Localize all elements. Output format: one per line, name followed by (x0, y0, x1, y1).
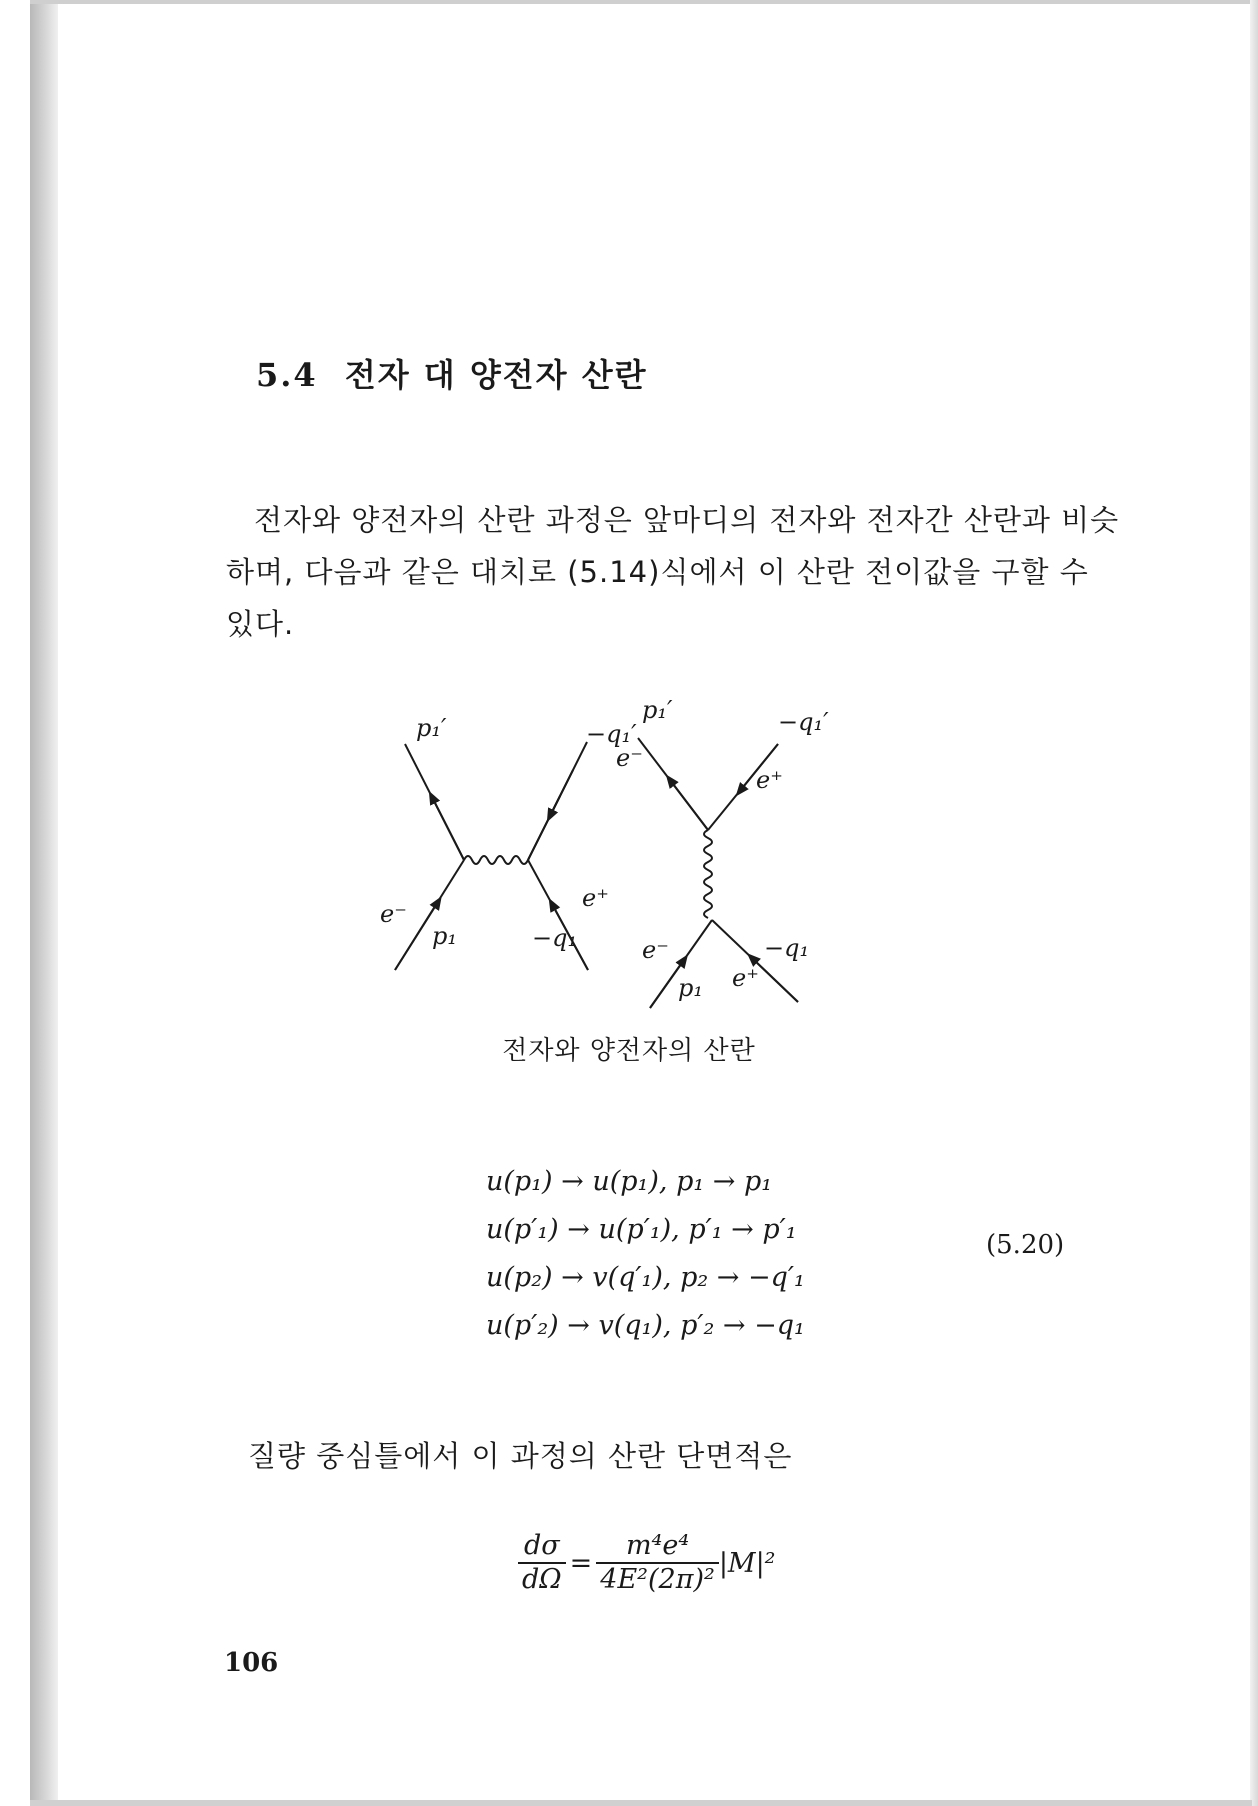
equation-number: (5.20) (986, 1230, 1065, 1260)
right-label-p1-prime: p₁′ (642, 696, 673, 724)
equation-row: u(p₁) → u(p₁), p₁ → p₁ (486, 1166, 773, 1197)
left-label-minus-q1-prime: −q₁′ (586, 720, 637, 748)
section-number: 5.4 (256, 356, 318, 394)
lhs-numerator: dσ (523, 1530, 560, 1561)
rhs-denominator: 4E²(2π)² (600, 1564, 715, 1595)
paragraph-cross-section: 질량 중심틀에서 이 과정의 산란 단면적은 (248, 1439, 793, 1473)
section-heading (256, 350, 648, 396)
right-positron-in-arrow (752, 958, 798, 1002)
right-label-minus-q1: −q₁ (764, 934, 810, 962)
left-label-e-plus: e⁺ (582, 884, 609, 912)
left-label-p1: p₁ (432, 922, 457, 950)
equals-sign: = (569, 1547, 593, 1579)
page-number: 106 (224, 1648, 279, 1678)
paragraph-line: 하며, 다음과 같은 대치로 (5.14)식에서 이 산란 전이값을 구할 수 (226, 555, 1089, 589)
left-label-minus-q1: −q₁ (532, 924, 578, 952)
cross-section-formula (518, 1530, 776, 1596)
lhs-denominator: dΩ (522, 1564, 562, 1595)
substitution-equations (486, 1158, 805, 1350)
section-title-text: 전자 대 양전자 산란 (344, 356, 648, 394)
figure-caption: 전자와 양전자의 산란 (502, 1036, 756, 1066)
feynman-diagrams (380, 690, 920, 1020)
rhs-numerator: m⁴e⁴ (625, 1530, 690, 1561)
page-right-edge (1250, 0, 1258, 1806)
paragraph-line: 있다. (226, 607, 295, 641)
equation-row: u(p₂) → v(q′₁), p₂ → −q′₁ (486, 1262, 805, 1293)
equation-row: u(p′₂) → v(q₁), p′₂ → −q₁ (486, 1310, 805, 1341)
left-label-p1-prime: p₁′ (416, 714, 447, 742)
lhs-fraction (518, 1530, 566, 1596)
page-bottom-edge (30, 1800, 1252, 1806)
right-label-p1: p₁ (678, 974, 703, 1002)
right-label-e-minus-top: e⁻ (616, 744, 643, 772)
rhs-fraction (596, 1530, 719, 1596)
right-label-e-plus-top: e⁺ (756, 766, 783, 794)
equation-row: u(p′₁) → u(p′₁), p′₁ → p′₁ (486, 1214, 797, 1245)
left-electron-out-arrow (432, 797, 464, 860)
left-photon-propagator (464, 856, 528, 864)
book-spine-edge (30, 4, 58, 1802)
right-label-e-minus-bottom: e⁻ (642, 936, 669, 964)
paragraph-line: 전자와 양전자의 산란 과정은 앞마디의 전자와 전자간 산란과 비슷 (254, 503, 1120, 537)
left-label-e-minus: e⁻ (380, 900, 407, 928)
right-photon-propagator (704, 830, 712, 918)
right-label-minus-q1-prime: −q₁′ (778, 708, 829, 736)
left-positron-out-arrow (550, 770, 573, 816)
amplitude-squared: |M|² (718, 1547, 776, 1579)
paragraph-intro (226, 494, 1120, 650)
right-electron-out-arrow (670, 780, 708, 830)
right-label-e-plus-bottom: e⁺ (732, 964, 759, 992)
